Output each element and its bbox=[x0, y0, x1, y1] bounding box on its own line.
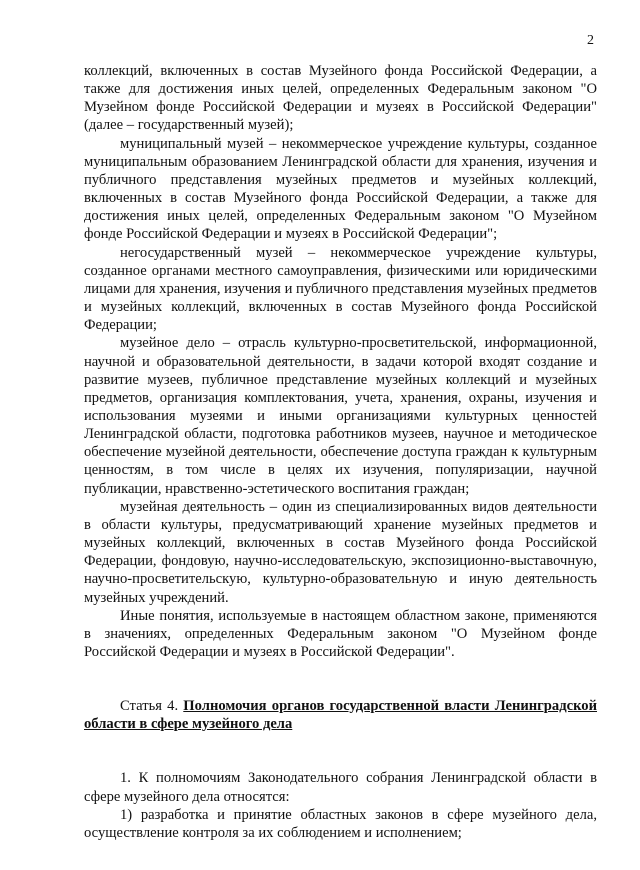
paragraph-museum-activity: музейная деятельность – один из специализированных видов деятельности в области культуры, предусматривающий хранение музейных предметов и музейных коллекций, включенных в состав Музейного фонда Российской Федерации, фондовую, научно-исследовательскую, экспозиционно-выставочную, научно-просветительскую, культурно-образовательную и иную деятельность музейных учреждений. bbox=[84, 498, 597, 606]
page-number: 2 bbox=[587, 33, 594, 48]
paragraph-municipal-museum: муниципальный музей – некоммерческое учреждение культуры, созданное муниципальным образованием Ленинградской области для хранения, изучения и публичного представления музейных предметов и музейных коллекций, включенных в состав Музейного фонда Российской Федерации, а также для достижения иных целей, определенных Федеральным законом "О Музейном фонде Российской Федерации и музеях в Российской Федерации"; bbox=[84, 135, 597, 243]
paragraph-state-museum-continuation: коллекций, включенных в состав Музейного фонда Российской Федерации, а также для достижения иных целей, определенных Федеральным законом "О Музейном фонде Российской Федерации и музеях в Российской Федерации" (далее – государственный музей); bbox=[84, 63, 597, 134]
document-body bbox=[84, 62, 597, 842]
paragraph-museum-affairs: музейное дело – отрасль культурно-просветительской, информационной, научной и образовательной деятельности, в задачи которой входят создание и развитие музеев, публичное представление музейных коллекций и музейных предметов, организация комплектования, учета, хранения, охраны, изучения и использования музеями и иными организациями культурных ценностей Ленинградской области, подготовка работников музеев, научное и методическое обеспечение музейной деятельности, обеспечение доступа граждан к культурным ценностям, в том числе в целях их изучения, популяризации, научной публикации, нравственно-эстетического воспитания граждан; bbox=[84, 335, 597, 497]
paragraph-other-terms: Иные понятия, используемые в настоящем областном законе, применяются в значениях, определенных Федеральным законом "О Музейном фонде Российской Федерации и музеях в Российской Федерации". bbox=[84, 607, 597, 660]
paragraph-power-item-1: 1) разработка и принятие областных законов в сфере музейного дела, осуществление контроля за их соблюдением и исполнением; bbox=[84, 806, 597, 841]
paragraph-legislative-powers: 1. К полномочиям Законодательного собрания Ленинградской области в сфере музейного дела относятся: bbox=[84, 770, 597, 805]
article-prefix: Статья 4. bbox=[120, 698, 184, 715]
paragraph-nonstate-museum: негосударственный музей – некоммерческое учреждение культуры, созданное органами местного самоуправления, физическими или юридическими лицами для хранения, изучения и публичного представления музейных предметов и музейных коллекций, включенных в состав Музейного фонда Российской Федерации; bbox=[84, 244, 597, 334]
article-heading bbox=[84, 697, 597, 733]
article-title: Полномочия органов государственной власти Ленинградской области в сфере музейного дела bbox=[84, 698, 598, 733]
